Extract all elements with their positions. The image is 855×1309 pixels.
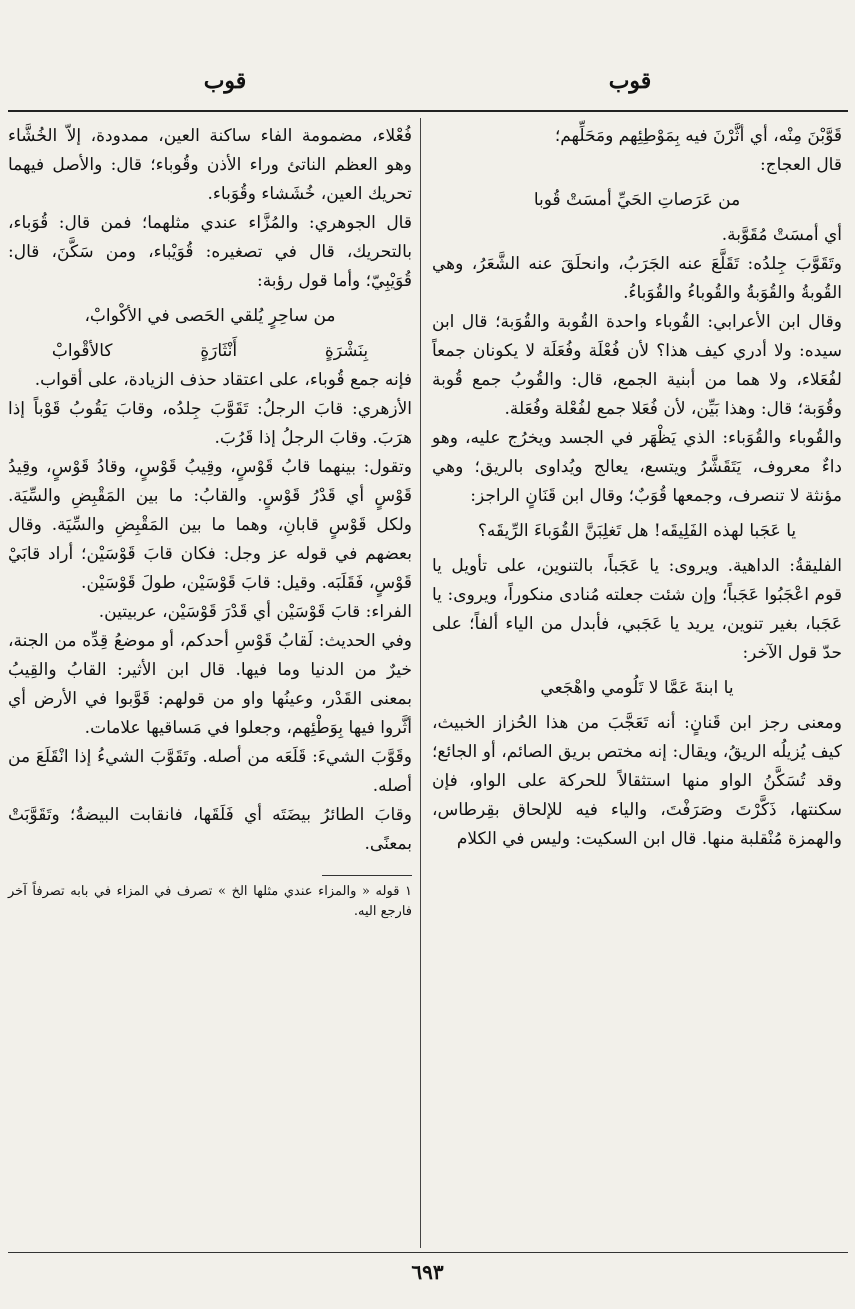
paragraph: الأزهري: قابَ الرجلُ: تَقَوَّبَ جِلدُه، وقابَ يَقُوبُ قَوْباً إذا هرَبَ. وقابَ الرجلُ إذا قَرُبَ. <box>8 399 412 448</box>
left-running-head: قوب <box>203 68 247 94</box>
footnote-rule <box>322 875 412 876</box>
left-column <box>8 122 412 922</box>
verse-word: أَنْثَارَةٍ <box>200 341 238 361</box>
paragraph: ومعنى رجز ابن قَنانٍ: أنه تَعَجَّبَ من هذا الحُزاز الخبيث، كيف يُزيلُه الريقُ، ويقال: إنه مختص بريق الصائم، أو الجائع؛ وقد تُسَكَّنُ الواو منها استثقالاً للحركة على الواو، فإن سكنتها، ذَكَّرْتَ وصَرَفْتَ، والياء فيه للإلحاق بقِرطاس، والهمزة مُنْقلبة منها. قال ابن السكيت: وليس في الكلام <box>432 713 842 849</box>
verse: يا ابنةَ عَمَّا لا تَلُومي واهْجَعي <box>540 678 734 698</box>
paragraph: وقال ابن الأعرابي: القُوباء واحدة القُوبة والقُوَبة؛ قال ابن سيده: ولا أدري كيف هذا؟ لأن فُعْلَة وفُعَلَة لا يكونان جمعاً لفُعَلاء، ولا هما من أبنية الجمع، قال: والقُوبُ جمع قُوبة وقُوَبة؛ قال: وهذا بَيِّن، لأن فُعَلا جمع لفُعْلة وفُعَلة. <box>432 312 842 419</box>
page-number: ٦٩٣ <box>411 1260 444 1284</box>
paragraph: فإنه جمع قُوباء، على اعتقاد حذف الزيادة، على أقواب. <box>34 370 412 390</box>
verse-word: كالأقْوابْ <box>51 341 113 361</box>
verse-line <box>8 337 412 366</box>
paragraph: الفراء: قابَ قَوْسَيْن أي قَدْرَ قَوْسَيْن، عربيتين. <box>98 602 412 622</box>
verse: من عَرَصاتِ الحَيِّ أمسَتْ قُوبا <box>533 190 741 210</box>
paragraph: وتَقَوَّبَ جِلدُه: تَقَلَّعَ عنه الجَرَبُ، وانحلَقَ عنه الشَّعَرُ، وهي القُوبةُ والقُوَبةُ والقُوباءُ والقُوَباءُ. <box>432 254 842 303</box>
paragraph: الفليقةُ: الداهية. ويروى: يا عَجَباً، بالتنوين، على تأويل يا قوم اعْجَبُوا عَجَباً؛ وإن شئت جعلته مُنادى منكوراً، ويروى: يا عَجَبا، بغير تنوين، يريد يا عَجَبي، فأبدل من الياء ألفاً؛ على حدّ قول الآخر: <box>432 556 842 663</box>
footer-rule <box>8 1252 848 1253</box>
verse: يا عَجَبا لهذه الفَلِيقَه! هل تَغلِبَنَّ القُوَباءَ الرِّيقَه؟ <box>477 521 797 541</box>
paragraph: قَوَّبْنَ مِنْه، أي أثَّرْنَ فيه بِمَوْطِئِهم ومَحَلِّهم؛ <box>554 126 842 146</box>
right-column <box>432 122 842 854</box>
column-divider <box>420 118 421 1248</box>
paragraph: وتقول: بينهما قابُ قَوْسٍ، وقِيبُ قَوْسٍ، وقادُ قَوْسٍ، وقِيدُ قَوْسٍ أي قَدْرُ قَوْسٍ. والقابُ: ما بين المَقْبِضِ والسِّيَة. ولكل قَوْسٍ قابانِ، وهما ما بين المَقْبِضِ والسِّيَة. وقال بعضهم في قوله عز وجل: فكان قابَ قَوْسَيْن؛ أراد قابَيْ قَوْسٍ، فَقَلَبَه. وقيل: قابَ قَوْسَيْن، طولَ قَوْسَيْن. <box>8 457 412 593</box>
header-rule <box>8 110 848 112</box>
page-header <box>0 60 855 100</box>
verse: من ساحِرٍ يُلقي الحَصى في الأكْوابْ، <box>84 306 336 326</box>
paragraph: وقابَ الطائرُ بيضَتَه أي فَلَقَها، فانقابت البيضةُ؛ وتَقَوَّبَتْ بمعنًى. <box>8 805 412 854</box>
paragraph: أي أمسَتْ مُقَوَّبة. <box>721 225 842 245</box>
right-running-head: قوب <box>608 68 652 94</box>
paragraph: وفي الحديث: لَقابُ قَوْسِ أحدكم، أو موضعُ قِدِّه من الجنة، خيرٌ من الدنيا وما فيها. قال ابن الأثير: القابُ والقِيبُ بمعنى القَدْر، وعينُها واو من قولهم: قَوَّبوا في الأرض أي أثَّروا فيها بِوَطْئِهم، وجعلوا في مَساقيها علامات. <box>8 631 412 738</box>
paragraph: فُعْلاء، مضمومة الفاء ساكنة العين، ممدودة، إلاّ الخُشَّاء وهو العظم الناتئ وراء الأذن وقُوباء؛ قال: والأصل فيهما تحريك العين، خُشَشاء وقُوَباء. <box>8 126 412 204</box>
paragraph: قال الجوهري: والمُزَّاء عندي مثلهما؛ فمن قال: قُوَباء، بالتحريك، قال في تصغيره: قُوَيْباء، ومن سَكَّنَ، قال: قُوَيْبِيّ؛ وأما قول رؤبة: <box>8 213 412 291</box>
paragraph: وقَوَّبَ الشيءَ: قَلَعَه من أصله. وتَقَوَّبَ الشيءُ إذا انْقَلَعَ من أصله. <box>8 747 412 796</box>
verse-word: بِنَشْرَةٍ <box>324 341 369 361</box>
paragraph: قال العجاج: <box>759 155 842 175</box>
paragraph: والقُوباء والقُوَباء: الذي يَظْهَر في الجسد ويخرُج عليه، وهو داءٌ معروف، يَتَقَشَّرُ ويتسع، يعالج ويُداوى بالريق؛ وهي مؤنثة لا تنصرف، وجمعها قُوَبٌ؛ وقال ابن قَنَانٍ الراجز: <box>432 428 842 506</box>
footnote: ١ قوله « والمزاء عندي مثلها الخ » تصرف في المزاء في بابه تصرفاً آخر فارجع اليه. <box>8 884 412 919</box>
